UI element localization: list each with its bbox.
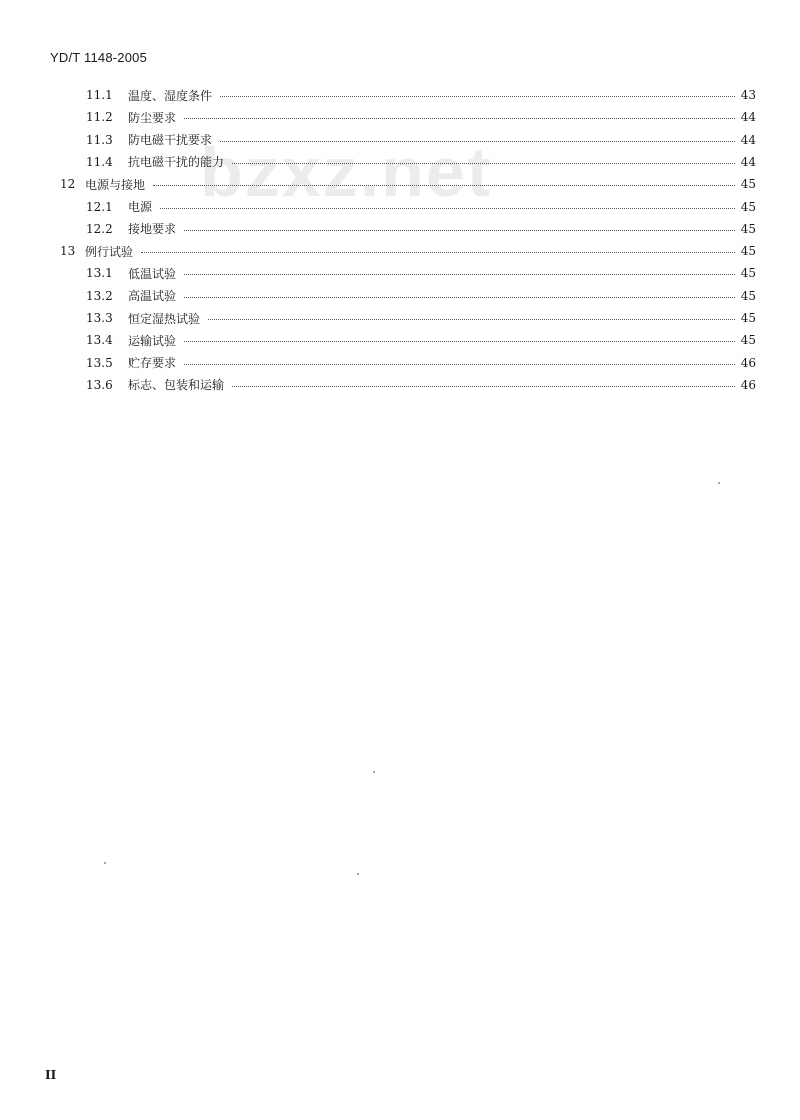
toc-dot-leader	[220, 96, 735, 97]
toc-entry-title: 贮存要求	[128, 356, 177, 371]
toc-dot-leader	[184, 230, 735, 231]
toc-entry[interactable]	[0, 129, 800, 151]
toc-entry-title: 恒定湿热试验	[128, 311, 201, 326]
toc-entry-title: 防电磁干扰要求	[128, 133, 213, 148]
toc-entry-title: 例行试验	[85, 244, 134, 259]
toc-entry-page: 45	[740, 288, 756, 303]
toc-entry-number: 13.3	[86, 311, 113, 325]
toc-entry[interactable]	[0, 262, 800, 284]
toc-entry[interactable]	[0, 374, 800, 396]
toc-entry-number: 12.2	[86, 221, 113, 236]
toc-entry-number: 13	[60, 244, 76, 259]
toc-dot-leader	[184, 118, 735, 119]
toc-dot-leader	[184, 364, 735, 365]
toc-entry[interactable]	[0, 106, 800, 128]
toc-entry-page: 45	[740, 333, 756, 348]
toc-entry-number: 13.4	[86, 333, 113, 348]
toc-dot-leader	[184, 274, 735, 275]
toc-entry-number: 13.1	[86, 266, 113, 281]
toc-entry-title: 防尘要求	[128, 110, 177, 125]
toc-entry-title: 高温试验	[128, 289, 177, 304]
toc-entry-page: 45	[740, 177, 756, 192]
toc-entry-title: 电源	[128, 200, 153, 214]
toc-entry[interactable]	[0, 173, 800, 195]
scan-speck	[718, 482, 720, 484]
toc-dot-leader	[153, 185, 735, 186]
toc-entry-number: 11.1	[86, 88, 113, 102]
scan-speck	[373, 771, 375, 773]
toc-dot-leader	[160, 208, 735, 209]
toc-entry-title: 标志、包装和运输	[128, 378, 225, 393]
toc-entry[interactable]	[0, 84, 800, 106]
toc-entry-page: 44	[740, 154, 756, 169]
toc-entry[interactable]	[0, 307, 800, 329]
toc-entry-page: 44	[740, 132, 756, 147]
toc-entry[interactable]	[0, 285, 800, 307]
toc-entry-number: 11.4	[86, 154, 113, 169]
toc-dot-leader	[141, 252, 735, 253]
toc-entry-title: 电源与接地	[85, 177, 146, 192]
toc-entry-page: 46	[740, 355, 756, 370]
toc-dot-leader	[232, 163, 735, 164]
toc-entry-page: 45	[740, 221, 756, 236]
toc-entry-title: 运输试验	[128, 333, 177, 348]
toc-entry-number: 12	[60, 177, 76, 192]
toc-dot-leader	[232, 386, 735, 387]
toc-entry-page: 44	[740, 110, 756, 125]
page-number-footer: II	[45, 1068, 57, 1082]
toc-entry-number: 13.6	[86, 377, 113, 392]
document-code-header: YD/T 1148-2005	[50, 50, 147, 65]
toc-entry-page: 45	[740, 199, 756, 214]
scan-speck	[357, 873, 359, 875]
toc-entry[interactable]	[0, 329, 800, 351]
toc-entry-page: 46	[740, 377, 756, 392]
toc-entry-page: 43	[740, 88, 756, 102]
toc-entry[interactable]	[0, 240, 800, 262]
toc-entry[interactable]	[0, 218, 800, 240]
toc-dot-leader	[208, 319, 735, 320]
toc-entry-title: 低温试验	[128, 266, 177, 281]
toc-entry-page: 45	[740, 311, 756, 325]
toc-entry[interactable]	[0, 196, 800, 218]
toc-entry-page: 45	[740, 266, 756, 281]
toc-dot-leader	[184, 341, 735, 342]
toc-entry-number: 13.2	[86, 288, 113, 303]
toc-entry[interactable]	[0, 151, 800, 173]
watermark-text: bzxz.net	[200, 133, 493, 211]
toc-entry-title: 温度、湿度条件	[128, 88, 213, 103]
toc-entry-number: 13.5	[86, 355, 113, 370]
toc-entry[interactable]	[0, 352, 800, 374]
toc-entry-title: 接地要求	[128, 222, 177, 237]
toc-entry-title: 抗电磁干扰的能力	[128, 155, 225, 170]
toc-entry-number: 12.1	[86, 199, 113, 214]
toc-dot-leader	[184, 297, 735, 298]
toc-dot-leader	[220, 141, 735, 142]
toc-entry-page: 45	[740, 244, 756, 259]
scan-speck	[104, 862, 106, 864]
toc-entry-number: 11.2	[86, 110, 113, 125]
toc-entry-number: 11.3	[86, 132, 113, 147]
